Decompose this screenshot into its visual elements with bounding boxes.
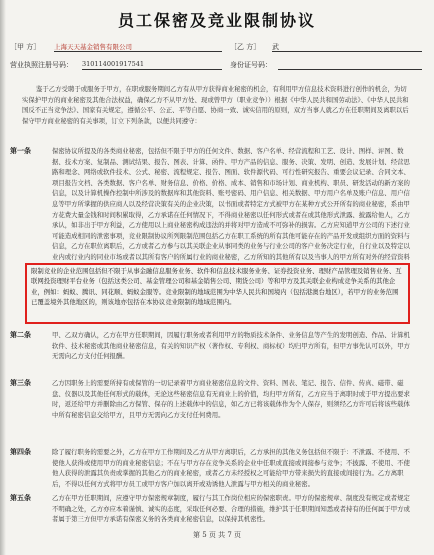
article-5-text: 乙方在甲方任职期间，应遵守甲方保密规章制度，履行与其工作岗位相应的保密职责。甲方的保密规章、制度没有规定或者规定不明确之处，乙方亦应本着谨慎、诚实的态度，采取任何必要、合理的措施，维护其于任职期间知悉或者持有的任何属于甲方或者属于第三方但甲方承诺有保密义务的各类商业秘密信息，以保持其机密性。 bbox=[52, 494, 410, 524]
reg-value: 310114001917541 bbox=[82, 60, 222, 70]
party-a-value: 上海天天基金销售有限公司 bbox=[54, 42, 222, 52]
party-b-value: 武 bbox=[272, 42, 422, 52]
reg-label: 营业执照注册号码： bbox=[10, 61, 73, 69]
page-edge-shadow bbox=[0, 0, 6, 555]
article-5-number: 第五条 bbox=[10, 493, 31, 502]
party-a-label: ［甲 方］ bbox=[10, 43, 41, 51]
article-3-text: 乙方因职务上的需要所持有或保管的一切记录着甲方商业秘密信息的文件、资料、图表、笔记、报告、信件、传真、磁带、磁盘、仪器以及其他任何形式的载体，无论这些秘密信息有无商业上的价值，均归甲方所有，乙方应当于离职时或于甲方提出要求时，返还给甲方并删除由乙方保管、保存的上述载体中的信息，如乙方已将该载体作为个人保存，则须经乙方许可后将该些载体中所有秘密信息交给甲方，且甲方无需向乙方支付任何费用。 bbox=[52, 379, 410, 419]
page-footer: 第 5 页 共 7 页 bbox=[192, 531, 242, 539]
article-1-number: 第一条 bbox=[10, 146, 31, 155]
intro-paragraph: 鉴于乙方受聘于或服务于甲方，在职或服务期间乙方有从甲方获得商业秘密的机会，有利用甲方信息技术资料进行创作的机会，为切实保护甲方的商业秘密及其他合法权益，确保乙方不从甲方处、现或曾甲方（职业竞争））根据《中华人民共和国劳动法》、《中华人民共和国反不正当竞争法》、国家有关规定，遵循公平、公正、平等自愿、协商一致、诚实信用的原则，双方当事人就乙方在任职期间及离职以后保守甲方商业秘密的有关事项，订立下列条款，以便共同遵守： bbox=[22, 85, 409, 125]
article-2-text: 甲、乙双方确认，乙方在甲方任职期间，因履行职务或者利用甲方的物质技术条件、业务信息等产生的发明创造、作品、计算机软件、技术秘密或其他商业秘密信息，有关的知识产权（著作权、专利权、商标权）均归甲方所有，但甲方事先认可以外，甲方无需向乙方支付任何报酬。 bbox=[52, 331, 410, 361]
article-2-number: 第二条 bbox=[10, 330, 31, 339]
article-1-highlighted-text: 限制竞业的企业范围包括但不限于从事金融信息服务业务、软件和信息技术服务业务、证券投资业务、理财产品管理及销售业务、互联网投资理财平台业务（包括这类公司、基金管理公司和基金销售公司、期货公司）等和甲方及其关联企业构成竞争关系的其他企业，例如：蚂蚁、腾讯、同花顺、蚂蚁金服等。竞业限制的地域范围为中华人民共和国境内（包括港澳台地区），若甲方的业务范围已覆盖境外其他地区的，则该地亦包括在本协议竞业限制的地域范围内。 bbox=[31, 267, 402, 306]
id-value-field bbox=[278, 60, 422, 70]
party-b-label: ［乙 方］ bbox=[230, 43, 261, 51]
article-4-text: 除了履行职务的需要之外，乙方在甲方工作期间及乙方从甲方离职后，乙方承担的其他义务包括但不限于：不泄露、不使用、不使他人获得或使用甲方的商业秘密信息；不在与甲方存在竞争关系的企业中任职或直接或间接参与竞争；不披露、不使用、不使他人获得的泄露其负责或掌握的其他乙方的商业秘密，或者乙方未经授权之可能给甲方带来损失的直接或间接行为。乙方离职后，不得以任何方式将甲方员工或甲方客户加以离开或劝诱他人泄露与甲方相关的商业秘密。 bbox=[52, 448, 410, 488]
article-4-number: 第四条 bbox=[10, 447, 31, 456]
article-3-number: 第三条 bbox=[10, 378, 31, 387]
id-label: 身份证号码： bbox=[230, 61, 272, 69]
article-1-text: 保密协议所提及的各类商业秘密，包括但不限于甲方的任何文件、数据、客户名单、经营流程和工艺、设计、图样、评图、数据、技术方案、复制品、测试结果、报告、图表、计算、函件、甲方产品的信息、服务、决策、发明、创造、发展计划、经营思路和理念、网络或软件技术、公式、秘密、流程规定、报告、图面、软件源代码、可行性研究报告、重要会议记录、合同文本、项目报告文档、各类数据、客户名单、财务信息、价格、价格、成本、销售和市场计划、商业机构、职员、研发活动的新方案的信息，以及计算机操作控制中所涉及的数据库和其他资料、账号密码、用户信息、相关数据、甲方用户名单及账户信息、用户信息等甲方所掌握的供应商人以及经营决策有关的企业决策，以书面或者特定方式被甲方在某种方式公开所有的商业秘密，系由甲方花费大量金钱和时间积累取得，乙方承诺在任何情况下，不得商业秘密以任何形式或者在或其他形式泄露、披露给他人，乙方承认，如非出于甲方利益，乙方使用以上商业秘密构成违法的并将对甲方造成不可弥补的损害。乙方应知道甲方公司的下述行业可能造成相同的泄密事项，竞业限制协议所列限制范围包括乙方在职工系统的所有其他可能存在的产品开发或组织方面的资料与信息，乙方在职位离职后，乙方或者乙方参与以其关联企业从事同类的业务与行业公司的客户业务决定行业，自行业以及特定以业内或行业内的同业市场或者以其所有客户的所属行业的商业秘密，乙方所知的其他所有以及当事人的甲方所有对外的经营资料 bbox=[52, 147, 410, 261]
document-title: 员工保密及竞业限制协议 bbox=[117, 11, 316, 30]
